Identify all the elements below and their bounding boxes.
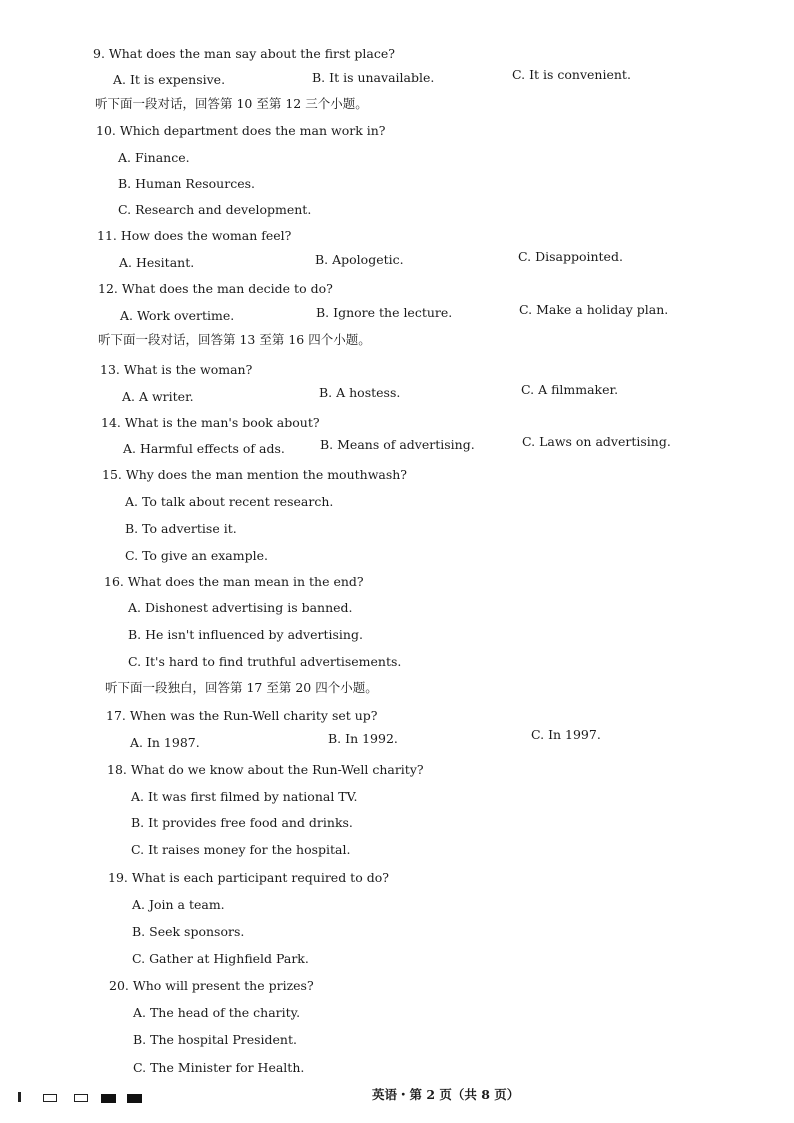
question-14-option-b: B. Means of advertising.: [320, 437, 475, 452]
question-13-option-c: C. A filmmaker.: [521, 382, 619, 397]
question-13-option-a: A. A writer.: [122, 389, 194, 404]
question-10-option-c: C. Research and development.: [118, 202, 312, 217]
question-20-option-c: C. The Minister for Health.: [133, 1060, 305, 1075]
question-12-option-a: A. Work overtime.: [120, 308, 235, 323]
question-9-option-a: A. It is expensive.: [113, 72, 226, 87]
question-15-option-b: B. To advertise it.: [125, 521, 237, 536]
print-mark-filled-square: [127, 1094, 142, 1103]
question-14-stem: 14. What is the man's book about?: [101, 415, 320, 430]
question-18-option-b: B. It provides free food and drinks.: [131, 815, 353, 830]
question-9-option-c: C. It is convenient.: [512, 67, 631, 82]
print-mark-open-square: [74, 1094, 88, 1102]
question-11-option-b: B. Apologetic.: [315, 252, 404, 267]
question-19-option-a: A. Join a team.: [132, 897, 225, 912]
print-mark-open-square: [43, 1094, 57, 1102]
print-mark-dot: [18, 1092, 21, 1102]
question-20-stem: 20. Who will present the prizes?: [109, 978, 314, 993]
question-16-option-c: C. It's hard to find truthful advertisements.: [128, 654, 402, 669]
question-14-option-c: C. Laws on advertising.: [522, 434, 671, 449]
question-18-option-a: A. It was first filmed by national TV.: [131, 789, 358, 804]
question-9-stem: 9. What does the man say about the first place?: [93, 46, 395, 61]
question-10-option-a: A. Finance.: [118, 150, 190, 165]
question-11-option-a: A. Hesitant.: [119, 255, 195, 270]
question-19-option-b: B. Seek sponsors.: [132, 924, 245, 939]
question-15-option-a: A. To talk about recent research.: [125, 494, 334, 509]
question-14-option-a: A. Harmful effects of ads.: [123, 441, 285, 456]
question-11-stem: 11. How does the woman feel?: [97, 228, 292, 243]
question-10-stem: 10. Which department does the man work in?: [96, 123, 386, 138]
question-17-option-b: B. In 1992.: [328, 731, 398, 746]
question-10-option-b: B. Human Resources.: [118, 176, 255, 191]
question-18-option-c: C. It raises money for the hospital.: [131, 842, 351, 857]
section-instruction-13-16: 听下面一段对话，回答第 13 至第 16 四个小题。: [98, 332, 371, 347]
section-instruction-10-12: 听下面一段对话，回答第 10 至第 12 三个小题。: [95, 96, 368, 111]
question-16-stem: 16. What does the man mean in the end?: [104, 574, 364, 589]
question-11-option-c: C. Disappointed.: [518, 249, 623, 264]
question-13-option-b: B. A hostess.: [319, 385, 401, 400]
question-17-stem: 17. When was the Run-Well charity set up?: [106, 708, 378, 723]
question-12-stem: 12. What does the man decide to do?: [98, 281, 333, 296]
question-19-option-c: C. Gather at Highfield Park.: [132, 951, 309, 966]
question-15-stem: 15. Why does the man mention the mouthwash?: [102, 467, 408, 482]
question-20-option-a: A. The head of the charity.: [133, 1005, 301, 1020]
question-17-option-c: C. In 1997.: [531, 727, 601, 742]
question-13-stem: 13. What is the woman?: [100, 362, 253, 377]
question-19-stem: 19. What is each participant required to do?: [108, 870, 389, 885]
question-16-option-b: B. He isn't influenced by advertising.: [128, 627, 363, 642]
question-12-option-b: B. Ignore the lecture.: [316, 305, 453, 320]
question-12-option-c: C. Make a holiday plan.: [519, 302, 669, 317]
question-18-stem: 18. What do we know about the Run-Well charity?: [107, 762, 424, 777]
page-footer-label: 英语・第 2 页（共 8 页）: [372, 1087, 520, 1102]
question-20-option-b: B. The hospital President.: [133, 1032, 297, 1047]
question-16-option-a: A. Dishonest advertising is banned.: [128, 600, 353, 615]
print-mark-filled-square: [101, 1094, 116, 1103]
question-17-option-a: A. In 1987.: [130, 735, 200, 750]
section-instruction-17-20: 听下面一段独白，回答第 17 至第 20 四个小题。: [105, 680, 378, 695]
question-9-option-b: B. It is unavailable.: [312, 70, 435, 85]
question-15-option-c: C. To give an example.: [125, 548, 268, 563]
